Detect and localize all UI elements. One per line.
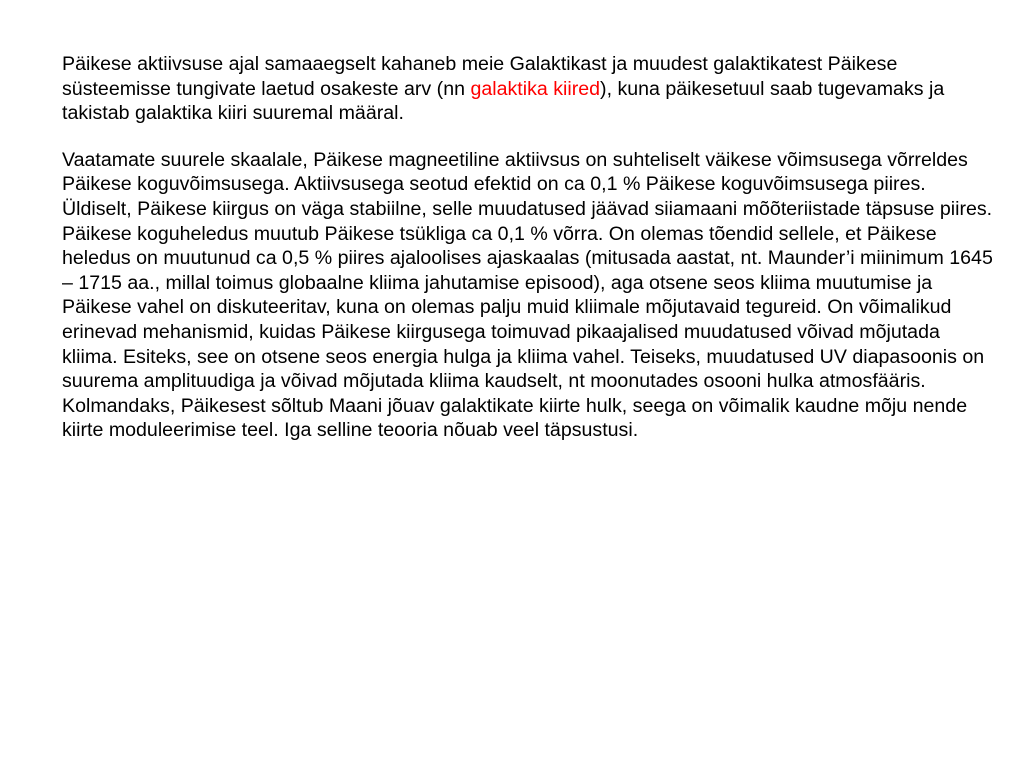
paragraph-galactic-rays: [62, 52, 994, 126]
paragraph-1-text-after: ), kuna päikesetuul saab tugevamaks ja takistab galaktika kiiri suuremal määral.: [62, 77, 945, 125]
paragraph-1-text-before: Päikese aktiivsuse ajal samaaegselt kahaneb meie Galaktikast ja muudest galaktikatest Päikese süsteemisse tungivate laetud osakeste arv (nn: [62, 53, 898, 100]
galactic-rays-term: galaktika kiired: [470, 77, 601, 100]
paragraph-solar-activity: Vaatamate suurele skaalale, Päikese magneetiline aktiivsus on suhteliselt väikese võimsusega võrreldes Päikese koguvõimsusega. Aktiivsusega seotud efektid on ca 0,1 % Päikese koguvõimsusega piires. Üldiselt, Päikese kiirgus on väga stabiilne, selle muudatused jäävad siiamaani mõõteriistade täpsuse piires. Päikese koguheledus muutub Päikese tsükliga ca 0,1 % võrra. On olemas tõendid sellele, et Päikese heledus on muutunud ca 0,5 % piires ajaloolises ajaskaalas (mitusada aastat, nt. Maunder’i miinimum 1645 – 1715 aa., millal toimus globaalne kliima jahutamise episood), aga otsene seos kliima muutumise ja Päikese vahel on diskuteeritav, kuna on olemas palju muid kliimale mõjutavaid tegureid. On võimalikud erinevad mehanismid, kuidas Päikese kiirgusega toimuvad pikaajalised muudatused võivad mõjutada kliima. Esiteks, see on otsene seos energia hulga ja kliima vahel. Teiseks, muudatused UV diapasoonis on suurema amplituudiga ja võivad mõjutada kliima kaudselt, nt moonutades osooni hulka atmosfääris. Kolmandaks, Päikesest sõltub Maani jõuav galaktikate kiirte hulk, seega on võimalik kaudne mõju nende kiirte moduleerimise teel. Iga selline teooria nõuab veel täpsustusi.: [62, 148, 993, 442]
slide-body: [62, 52, 994, 443]
